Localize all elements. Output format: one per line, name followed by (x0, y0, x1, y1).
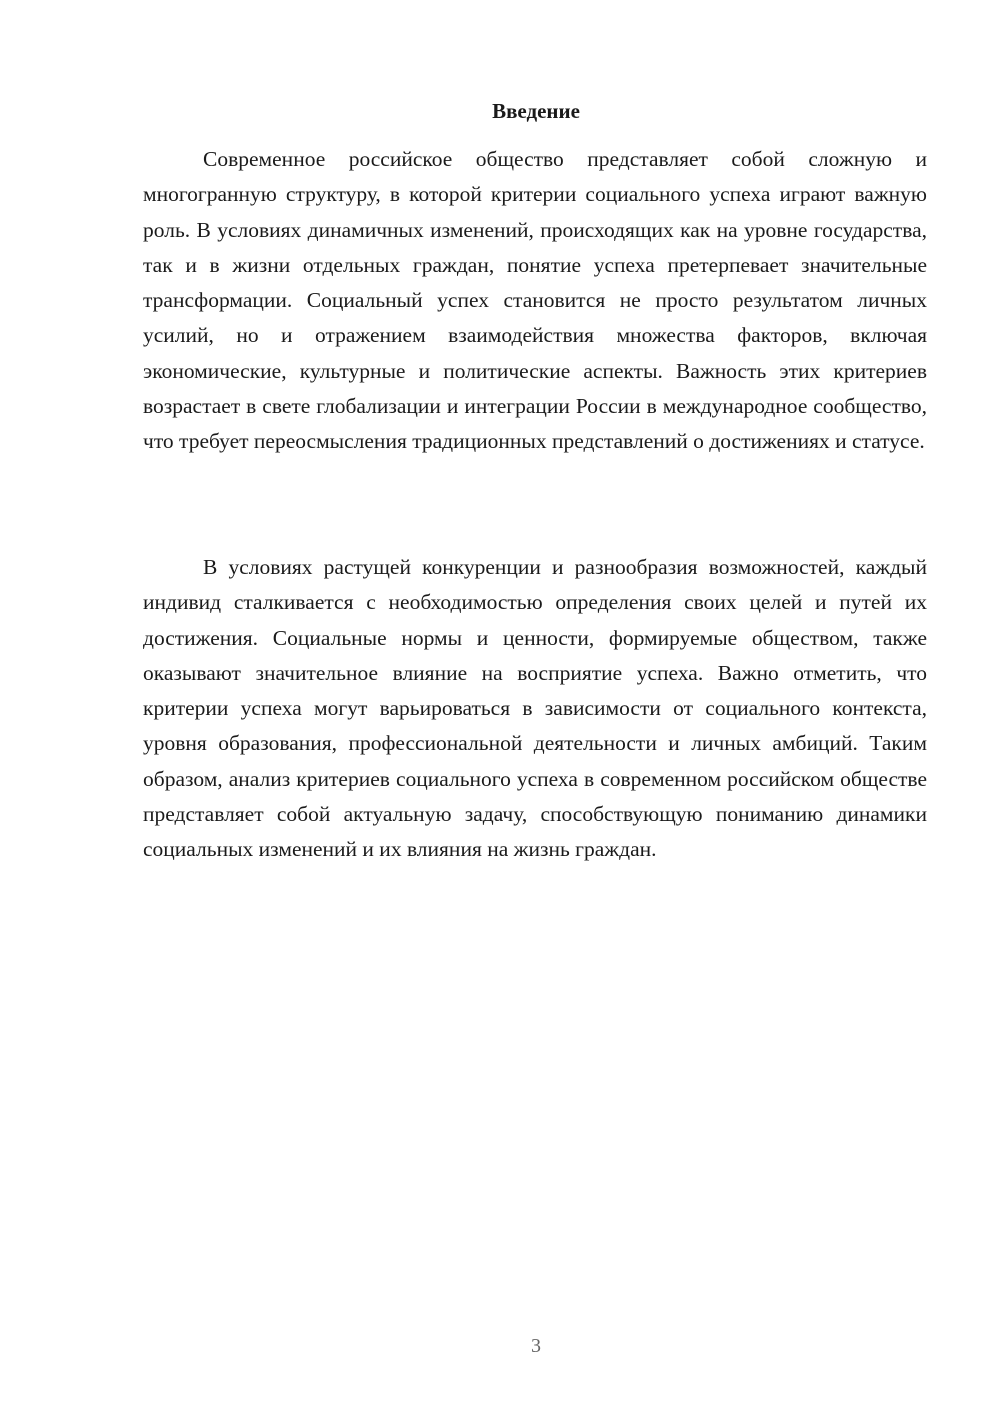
page-number: 3 (531, 1335, 541, 1357)
paragraph-1: Современное российское общество представляет собой сложную и многогранную структуру, в которой критерии социального успеха играют важную роль. В условиях динамичных изменений, происходящих как на уровне государства, так и в жизни отдельных граждан, понятие успеха претерпевает значительные трансформации. Социальный успех становится не просто результатом личных усилий, но и отражением взаимодействия множества факторов, включая экономические, культурные и политические аспекты. Важность этих критериев возрастает в свете глобализации и интеграции России в международное сообщество, что требует переосмысления традиционных представлений о достижениях и статусе. (143, 147, 927, 454)
section-title: Введение (492, 99, 580, 123)
paragraph-2: В условиях растущей конкуренции и разнообразия возможностей, каждый индивид сталкивается с необходимостью определения своих целей и путей их достижения. Социальные нормы и ценности, формируемые обществом, также оказывают значительное влияние на восприятие успеха. Важно отметить, что критерии успеха могут варьироваться в зависимости от социального контекста, уровня образования, профессиональной деятельности и личных амбиций. Таким образом, анализ критериев социального успеха в современном российском обществе представляет собой актуальную задачу, способствующую пониманию динамики социальных изменений и их влияния на жизнь граждан. (143, 555, 927, 862)
